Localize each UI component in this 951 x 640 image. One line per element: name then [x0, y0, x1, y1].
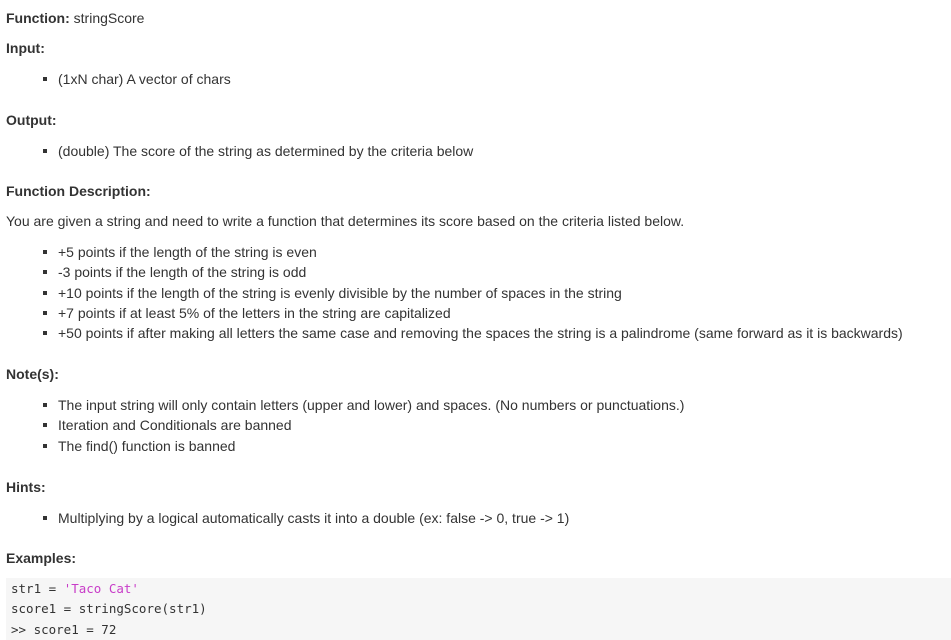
list-item: (double) The score of the string as determined by the criteria below [6, 141, 473, 161]
function-heading [6, 10, 144, 26]
list-item: The input string will only contain letters (upper and lower) and spaces. (No numbers or punctuations.) [6, 395, 684, 415]
list-item: (1xN char) A vector of chars [6, 69, 231, 89]
list-item: -3 points if the length of the string is odd [6, 262, 903, 282]
input-heading: Input: [6, 40, 45, 56]
output-list [6, 141, 473, 161]
description-text: You are given a string and need to write a function that determines its score based on the criteria listed below. [6, 213, 685, 229]
list-item: Iteration and Conditionals are banned [6, 415, 684, 435]
notes-list [6, 395, 684, 456]
output-heading: Output: [6, 112, 57, 128]
hints-heading: Hints: [6, 479, 46, 495]
function-name: stringScore [73, 10, 145, 26]
criteria-list [6, 242, 903, 343]
hints-list [6, 508, 569, 528]
list-item: +7 points if at least 5% of the letters in the string are capitalized [6, 303, 903, 323]
example-code-block [6, 578, 951, 640]
description-heading: Function Description: [6, 183, 151, 199]
code-line [11, 581, 139, 596]
list-item: The find() function is banned [6, 436, 684, 456]
examples-heading: Examples: [6, 550, 77, 566]
notes-heading: Note(s): [6, 366, 59, 382]
code-text: str1 = [11, 581, 64, 596]
list-item: +50 points if after making all letters the same case and removing the spaces the string is a palindrome (same forward as it is backwards) [6, 323, 903, 343]
input-list [6, 69, 231, 89]
list-item: Multiplying by a logical automatically casts it into a double (ex: false -> 0, true -> 1) [6, 508, 569, 528]
list-item: +10 points if the length of the string is evenly divisible by the number of spaces in the string [6, 283, 903, 303]
code-line: score1 = stringScore(str1) [11, 601, 207, 616]
function-label: Function: [6, 10, 70, 26]
list-item: +5 points if the length of the string is even [6, 242, 903, 262]
string-literal: 'Taco Cat' [63, 581, 139, 596]
code-line: >> score1 = 72 [11, 622, 117, 637]
